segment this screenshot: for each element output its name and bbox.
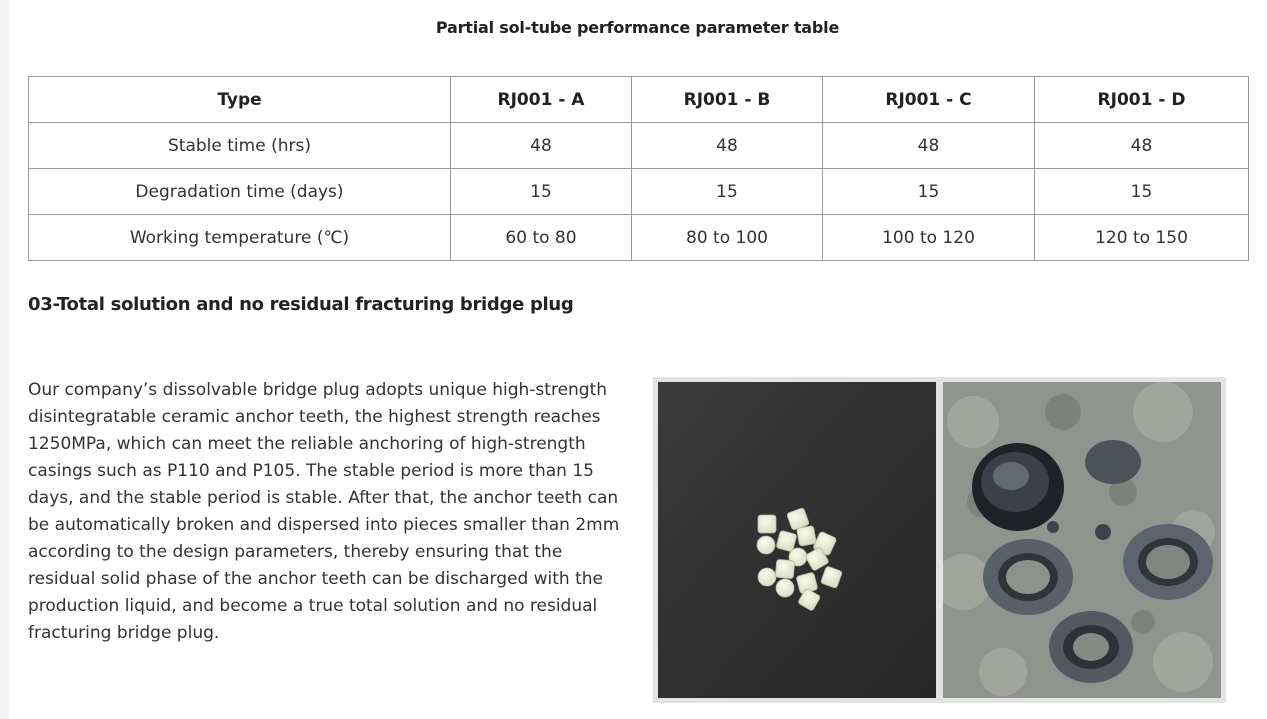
table-cell: 15 bbox=[1035, 169, 1249, 215]
row-label-working-temperature: Working temperature (℃) bbox=[29, 215, 451, 261]
header-cell-rj001-c: RJ001 - C bbox=[823, 77, 1035, 123]
table-row bbox=[29, 123, 1249, 169]
table-cell: 15 bbox=[823, 169, 1035, 215]
header-cell-rj001-b: RJ001 - B bbox=[632, 77, 823, 123]
dissolved-bridge-plug-photo bbox=[943, 382, 1221, 698]
table-cell: 48 bbox=[632, 123, 823, 169]
table-cell: 60 to 80 bbox=[451, 215, 632, 261]
header-cell-rj001-a: RJ001 - A bbox=[451, 77, 632, 123]
table-cell: 48 bbox=[823, 123, 1035, 169]
table-cell: 15 bbox=[632, 169, 823, 215]
parameter-table bbox=[28, 76, 1249, 261]
header-cell-type: Type bbox=[29, 77, 451, 123]
table-cell: 100 to 120 bbox=[823, 215, 1035, 261]
product-photo-frame bbox=[653, 377, 1226, 703]
table-cell: 48 bbox=[1035, 123, 1249, 169]
table-header-row bbox=[29, 77, 1249, 123]
table-caption: Partial sol-tube performance parameter table bbox=[435, 18, 840, 37]
row-label-degradation-time: Degradation time (days) bbox=[29, 169, 451, 215]
row-label-stable-time: Stable time (hrs) bbox=[29, 123, 451, 169]
table-row bbox=[29, 215, 1249, 261]
section-body-text: Our company’s dissolvable bridge plug adopts unique high-strength disintegratable ceramic anchor teeth, the highest strength reaches 1250MPa, which can meet the reliable anchoring of high-strength casings such as P110 and P105. The stable period is more than 15 days, and the stable period is stable. After that, the anchor teeth can be automatically broken and dispersed into pieces smaller than 2mm according to the design parameters, thereby ensuring that the residual solid phase of the anchor teeth can be discharged with the production liquid, and become a true total solution and no residual fracturing bridge plug. bbox=[28, 380, 620, 643]
left-edge-strip bbox=[0, 0, 9, 719]
table-cell: 80 to 100 bbox=[632, 215, 823, 261]
header-cell-rj001-d: RJ001 - D bbox=[1035, 77, 1249, 123]
section-heading: 03-Total solution and no residual fracturing bridge plug bbox=[28, 294, 574, 315]
table-cell: 48 bbox=[451, 123, 632, 169]
table-row bbox=[29, 169, 1249, 215]
table-cell: 15 bbox=[451, 169, 632, 215]
table-cell: 120 to 150 bbox=[1035, 215, 1249, 261]
ceramic-anchor-teeth-photo bbox=[658, 382, 936, 698]
